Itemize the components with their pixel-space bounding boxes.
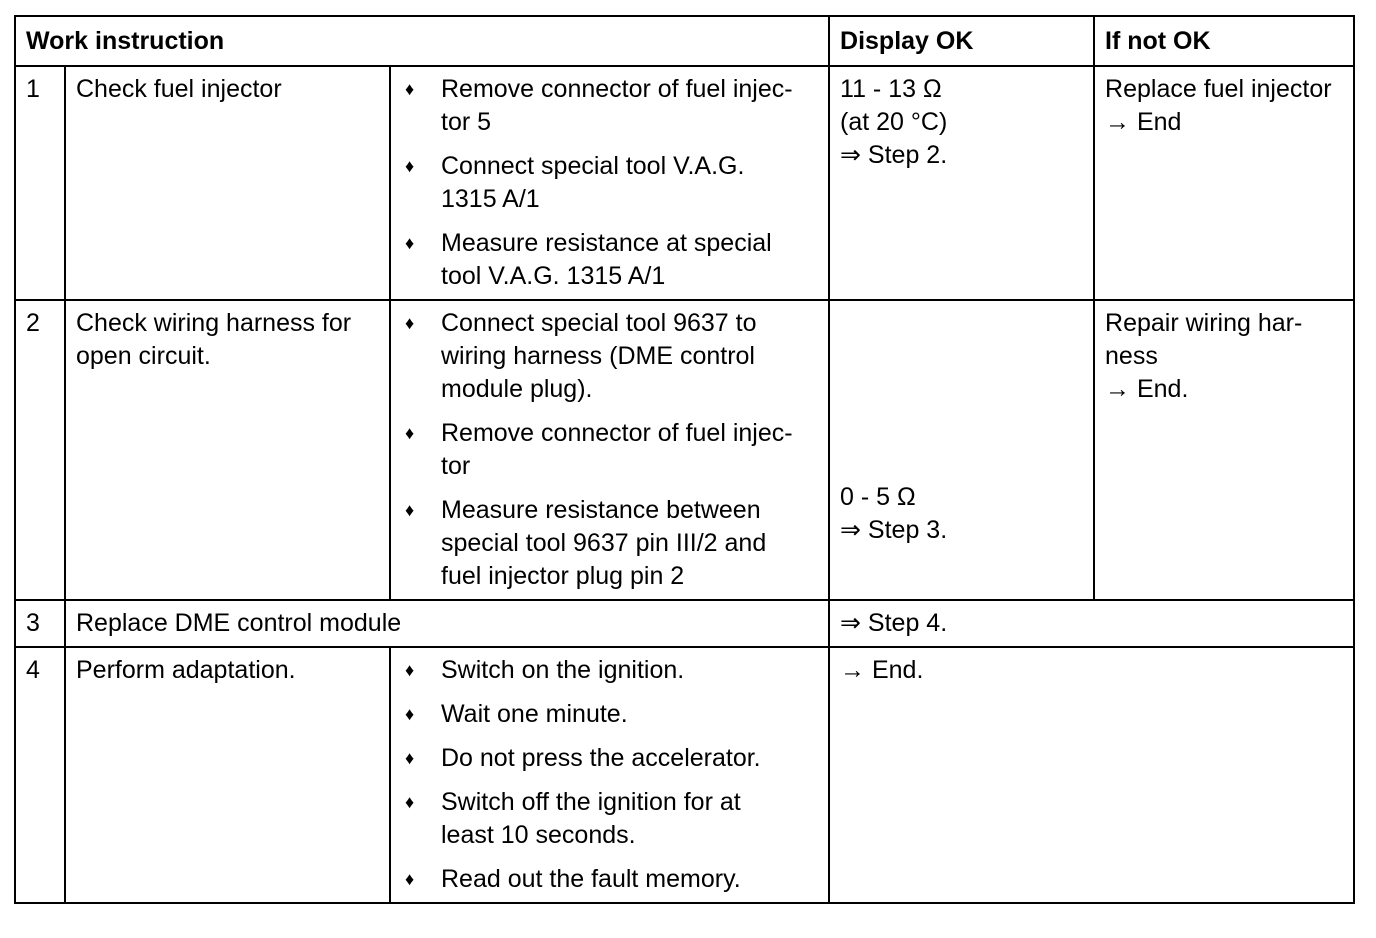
- display-ok-cell: ⇒ Step 4.: [829, 600, 1354, 647]
- action-list: [401, 73, 819, 293]
- diamond-bullet-icon: ♦: [405, 500, 415, 520]
- diamond-bullet-icon: ♦: [405, 792, 415, 812]
- table-row: [15, 66, 1354, 300]
- action-item: ♦ Switch on the ignition.: [401, 654, 819, 687]
- table-row: [15, 600, 1354, 647]
- action-item: ♦ Do not press the accelerator.: [401, 742, 819, 775]
- header-row: [15, 16, 1354, 66]
- if-not-ok-cell: Repair wiring har- ness → End.: [1094, 300, 1354, 600]
- action-item: ♦ Switch off the ignition for at least 10 seconds.: [405, 788, 741, 849]
- step-task: Check wiring harness for open circuit.: [65, 300, 390, 600]
- display-ok-cell: 11 - 13 Ω (at 20 °C) ⇒ Step 2.: [829, 66, 1094, 300]
- action-item: ♦ Wait one minute.: [401, 698, 819, 731]
- header-if-not-ok: If not OK: [1094, 16, 1354, 66]
- action-item: ♦ Remove connector of fuel injec- tor: [405, 419, 793, 480]
- diamond-bullet-icon: ♦: [405, 748, 415, 768]
- diamond-bullet-icon: ♦: [405, 156, 415, 176]
- step-task: Perform adaptation.: [65, 647, 390, 903]
- diamond-bullet-icon: ♦: [405, 704, 415, 724]
- step-number: 3: [15, 600, 65, 647]
- cell-spacer: [840, 307, 1084, 481]
- action-item: ♦ Measure resistance between special tool 9637 pin III/2 and fuel injector plug pin 2: [405, 496, 767, 590]
- diamond-bullet-icon: ♦: [405, 313, 415, 333]
- work-instruction-table: [14, 15, 1355, 904]
- diamond-bullet-icon: ♦: [405, 423, 415, 443]
- action-item: ♦ Remove connector of fuel injec- tor 5: [405, 75, 793, 136]
- table-row: [15, 300, 1354, 600]
- table-row: [15, 647, 1354, 903]
- action-item: ♦ Connect special tool 9637 to wiring harness (DME control module plug).: [405, 309, 757, 403]
- diamond-bullet-icon: ♦: [405, 869, 415, 889]
- display-ok-cell: → End.: [829, 647, 1354, 903]
- if-not-ok-cell: Replace fuel injector → End: [1094, 66, 1354, 300]
- action-item: ♦ Connect special tool V.A.G. 1315 A/1: [405, 152, 745, 213]
- diamond-bullet-icon: ♦: [405, 79, 415, 99]
- action-list: [401, 307, 819, 593]
- diamond-bullet-icon: ♦: [405, 233, 415, 253]
- step-task: Replace DME control module: [65, 600, 829, 647]
- step-number: 1: [15, 66, 65, 300]
- action-item: ♦ Measure resistance at special tool V.A.G. 1315 A/1: [405, 229, 772, 290]
- step-actions: [390, 647, 829, 903]
- step-number: 2: [15, 300, 65, 600]
- header-work-instruction: Work instruction: [15, 16, 829, 66]
- action-list: [401, 654, 819, 896]
- step-number: 4: [15, 647, 65, 903]
- diamond-bullet-icon: ♦: [405, 660, 415, 680]
- action-item: ♦ Read out the fault memory.: [401, 863, 819, 896]
- header-display-ok: Display OK: [829, 16, 1094, 66]
- display-ok-cell: 0 - 5 Ω ⇒ Step 3.: [829, 300, 1094, 600]
- step-actions: [390, 300, 829, 600]
- step-task: Check fuel injector: [65, 66, 390, 300]
- step-actions: [390, 66, 829, 300]
